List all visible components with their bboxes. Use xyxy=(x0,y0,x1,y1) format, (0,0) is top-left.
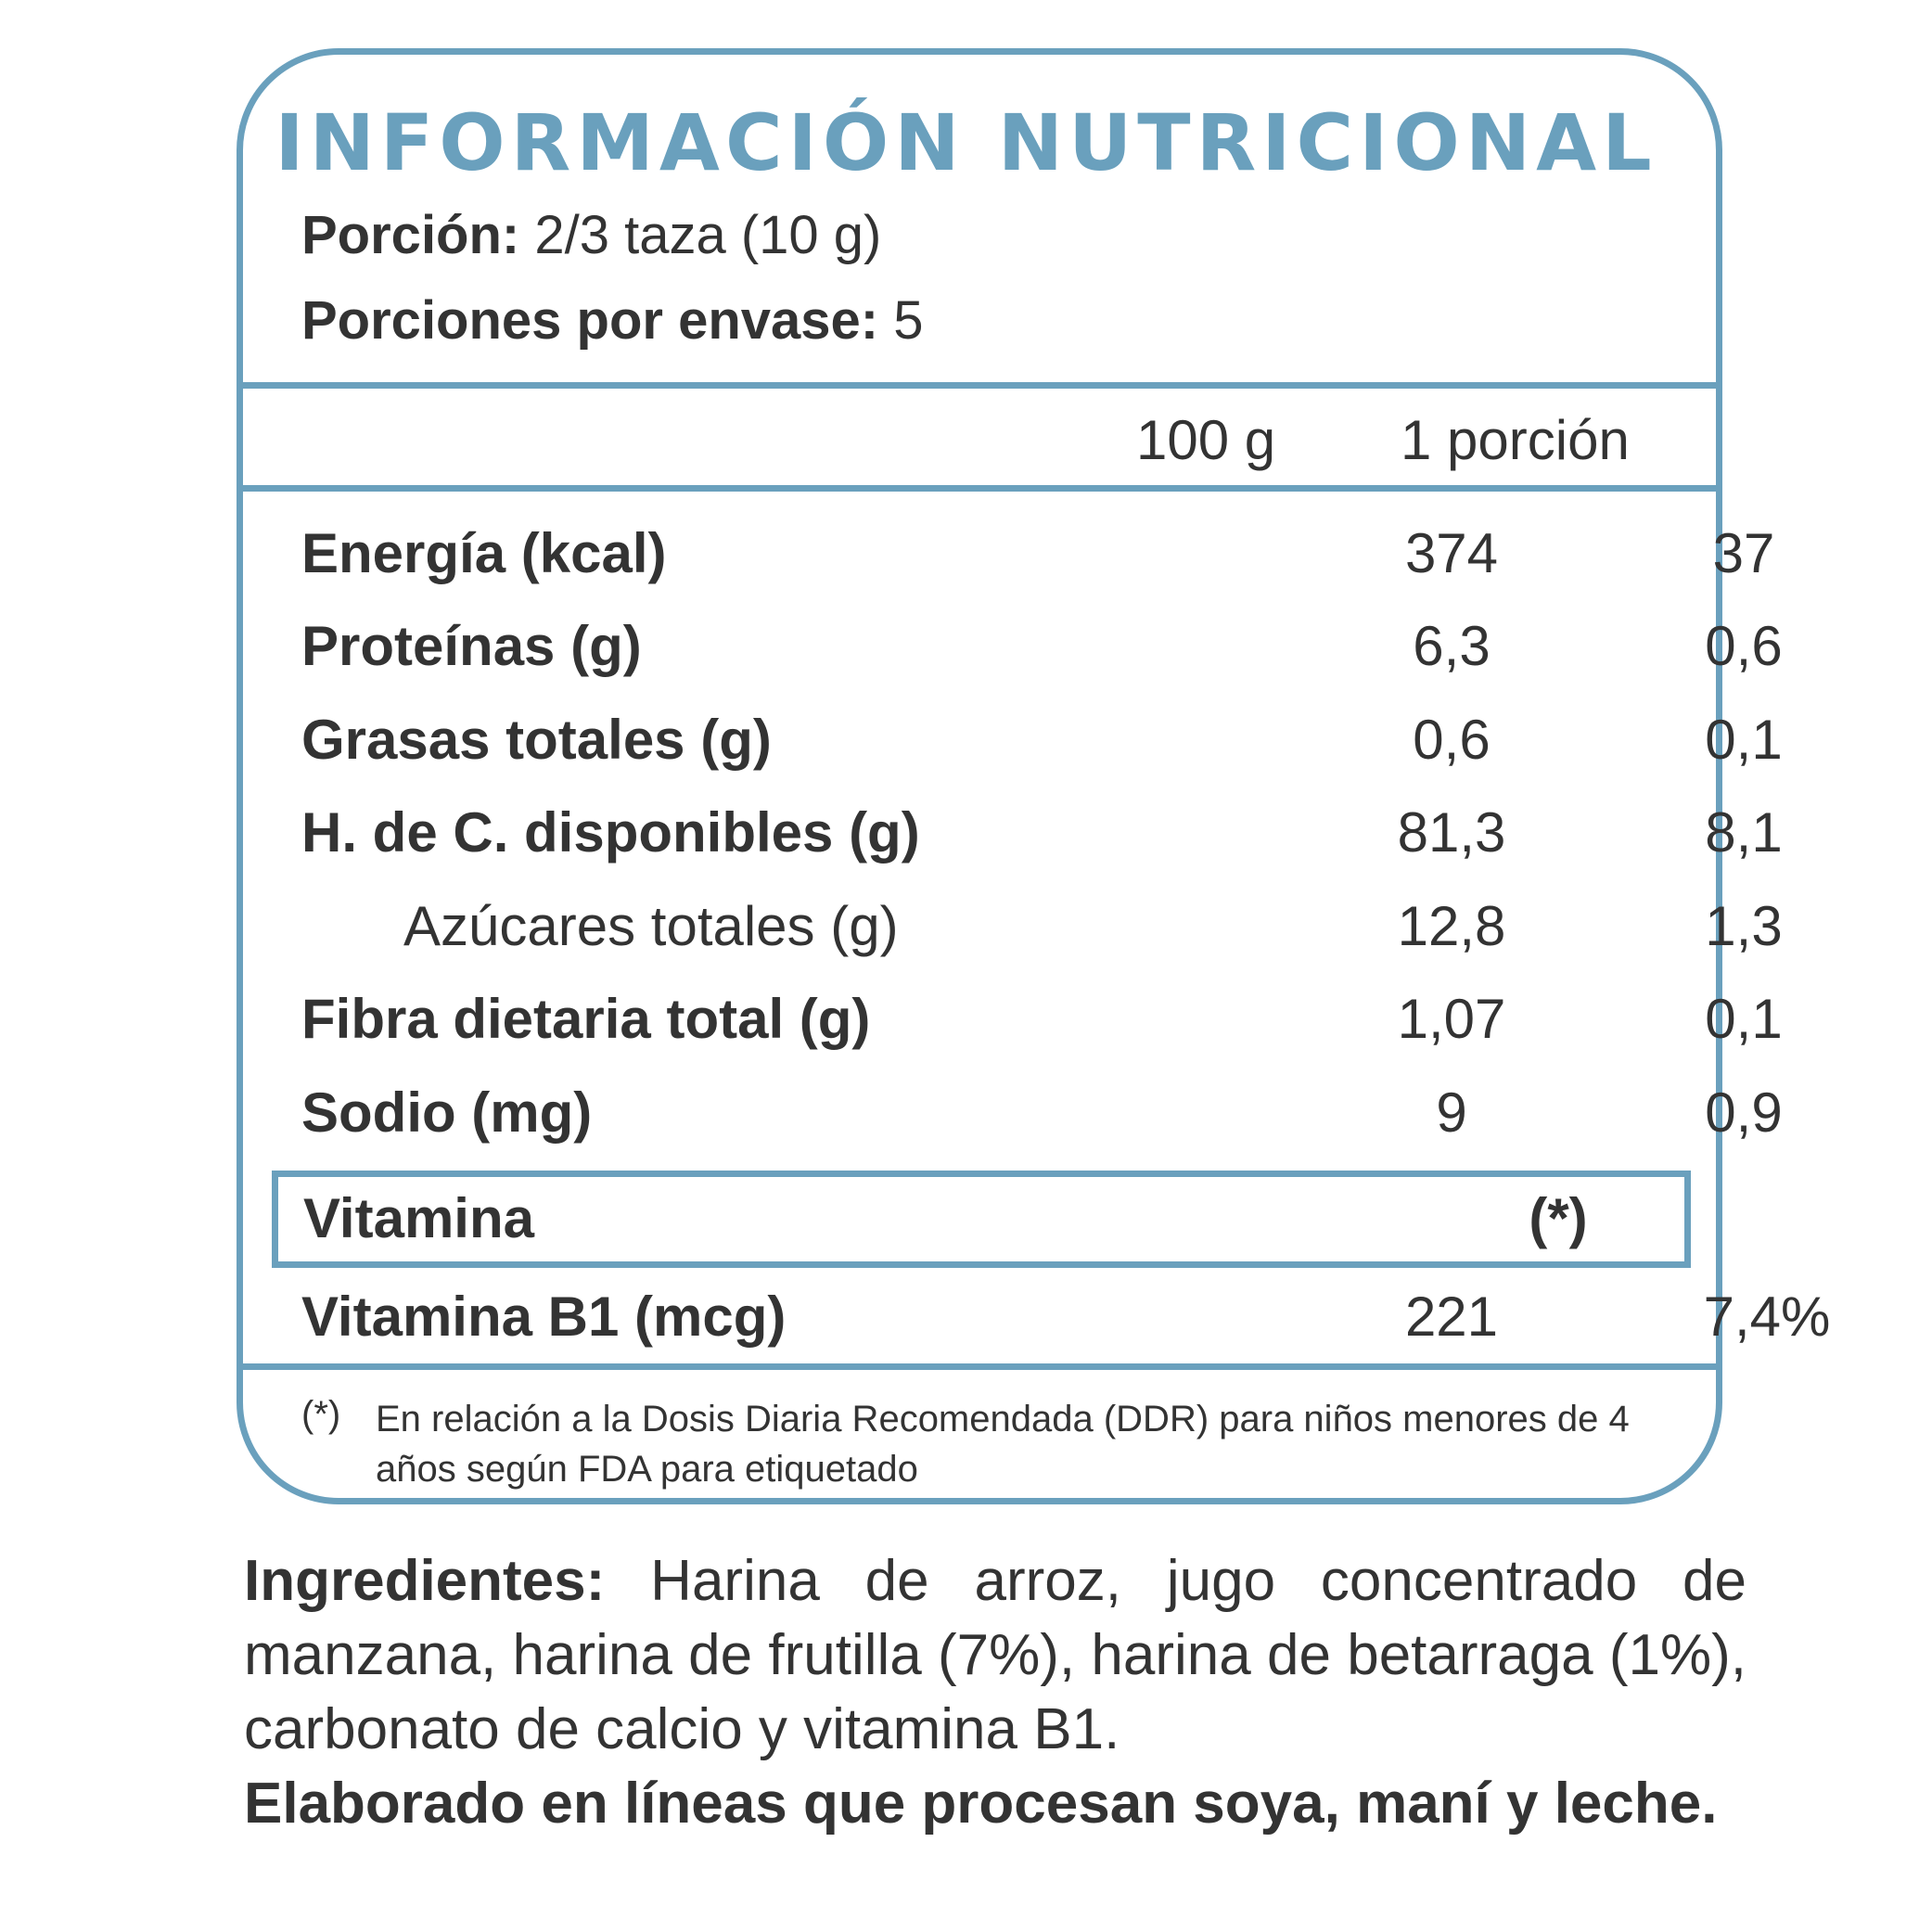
divider xyxy=(240,382,1720,389)
allergen-warning: Elaborado en líneas que procesan soya, maní y leche. xyxy=(244,1772,1718,1836)
vitamin-header-label: Vitamina xyxy=(303,1187,534,1249)
value-per-serving: 1,3 xyxy=(1705,895,1783,957)
value-per-serving: 37 xyxy=(1712,522,1775,584)
nutrient-label: Azúcares totales (g) xyxy=(403,895,899,957)
column-header-100g: 100 g xyxy=(1136,409,1276,471)
nutrient-row-energy xyxy=(301,521,1775,614)
nutrition-title: INFORMACIÓN NUTRICIONAL xyxy=(275,97,1657,188)
nutrient-row-carbs xyxy=(301,800,1783,893)
vitamin-header-note: (*) xyxy=(1529,1187,1588,1249)
ingredients-text: Harina de arroz, jugo concentrado de manzana, harina de frutilla (7%), harina de betarraga (1%), carbonato de calcio y vitamina B1. xyxy=(244,1549,1746,1761)
divider xyxy=(240,485,1720,492)
value-per-100g: 81,3 xyxy=(1397,801,1506,864)
nutrient-label: Proteínas (g) xyxy=(301,615,642,677)
nutrient-row-protein xyxy=(301,614,1783,707)
portion-value: 2/3 taza (10 g) xyxy=(534,205,882,265)
value-per-100g: 221 xyxy=(1404,1286,1499,1348)
footnote-marker: (*) xyxy=(301,1394,341,1435)
value-per-serving: 0,9 xyxy=(1705,1081,1783,1144)
servings-per-pack-value: 5 xyxy=(893,290,924,351)
nutrient-label: Fibra dietaria total (g) xyxy=(301,988,871,1050)
nutrient-label: Sodio (mg) xyxy=(301,1081,593,1144)
nutrient-label: Vitamina B1 (mcg) xyxy=(301,1286,787,1348)
value-per-serving: 0,1 xyxy=(1705,709,1783,771)
value-per-serving: 0,1 xyxy=(1705,988,1783,1050)
value-per-100g: 0,6 xyxy=(1413,709,1491,771)
footnote-text: En relación a la Dosis Diaria Recomendada (DDR) para niños menores de 4 años según FDA para etiquetado xyxy=(376,1399,1630,1490)
divider xyxy=(240,1363,1720,1370)
nutrient-row-sodium xyxy=(301,1081,1783,1173)
value-per-100g: 1,07 xyxy=(1397,988,1506,1050)
value-per-100g: 6,3 xyxy=(1413,615,1491,677)
value-per-serving: 7,4% xyxy=(1703,1286,1831,1348)
nutrient-row-fat xyxy=(301,708,1783,800)
ingredients-paragraph xyxy=(244,1544,1746,1767)
value-per-100g: 12,8 xyxy=(1397,895,1506,957)
nutrient-label: H. de C. disponibles (g) xyxy=(301,801,920,864)
nutrient-label: Grasas totales (g) xyxy=(301,709,772,771)
value-per-serving: 0,6 xyxy=(1705,615,1783,677)
value-per-100g: 374 xyxy=(1404,522,1499,584)
portion-line xyxy=(301,204,881,266)
ingredients-label: Ingredientes: xyxy=(244,1549,606,1613)
portion-label: Porción: xyxy=(301,205,520,265)
vitamin-header-box xyxy=(272,1171,1691,1268)
nutrient-label: Energía (kcal) xyxy=(301,522,667,584)
column-header-serving: 1 porción xyxy=(1401,409,1630,471)
nutrient-row-sugars xyxy=(301,894,1783,987)
value-per-100g: 9 xyxy=(1436,1081,1467,1144)
value-per-serving: 8,1 xyxy=(1705,801,1783,864)
servings-per-pack-label: Porciones por envase: xyxy=(301,290,879,351)
servings-per-pack-line xyxy=(301,289,924,352)
nutrient-row-fiber xyxy=(301,987,1783,1080)
